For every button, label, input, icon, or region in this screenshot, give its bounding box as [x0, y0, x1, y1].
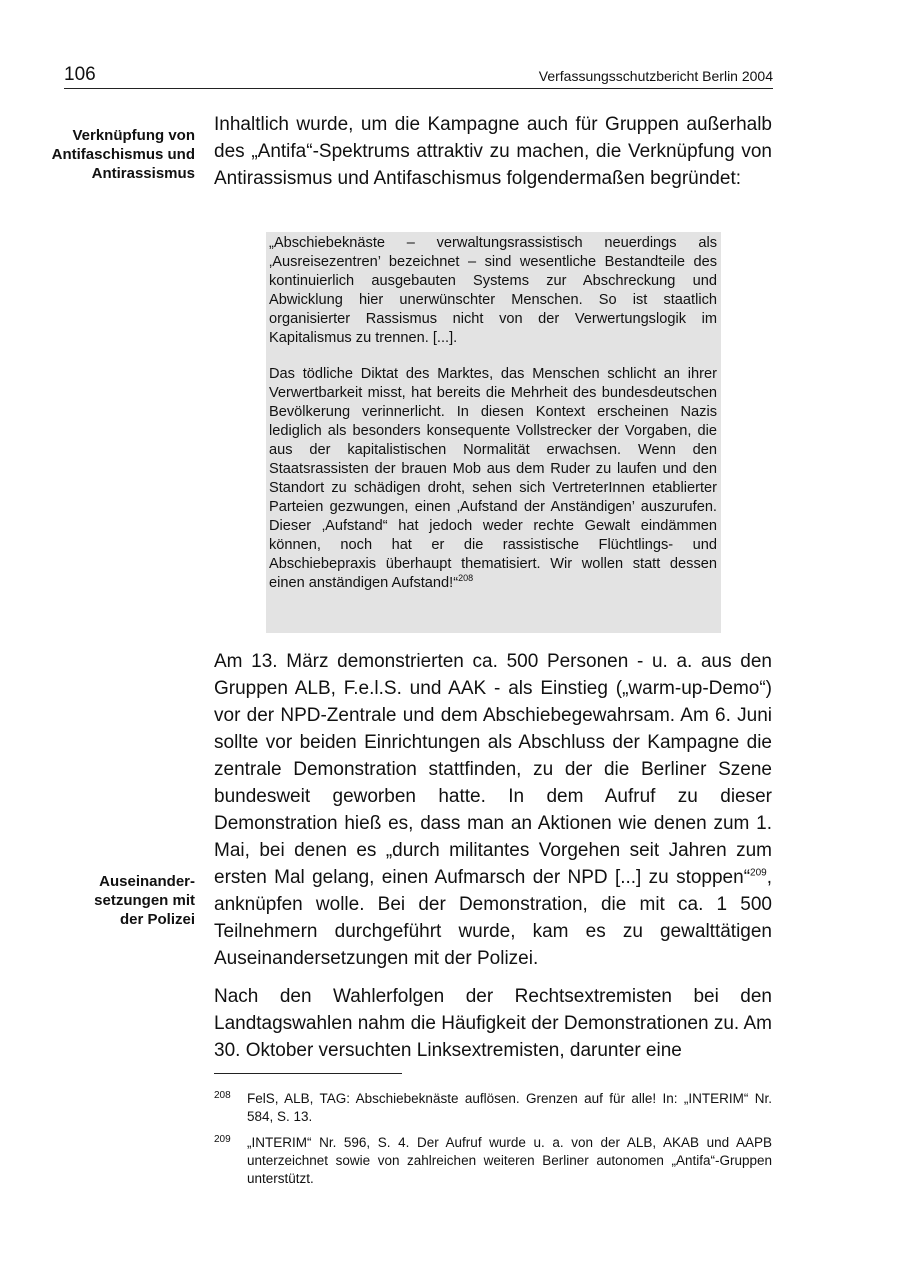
paragraph-text: , anknüpfen wolle. Bei der Demonstration, die mit ca. 1 500 Teilnehmern durchgeführt wurde, kam es zu gewalttätigen Auseinandersetzungen mit der Polizei.	[214, 867, 772, 969]
footnote-209	[214, 1134, 772, 1188]
page-header	[64, 62, 773, 89]
margin-note-line: setzungen mit	[94, 892, 195, 909]
margin-note-line: Verknüpfung von	[72, 127, 195, 144]
margin-note-line: Antirassismus	[91, 165, 195, 182]
running-title: Verfassungsschutzbericht Berlin 2004	[538, 68, 773, 84]
margin-note-polizei	[15, 872, 195, 929]
quote-paragraph-text: Das tödliche Diktat des Marktes, das Menschen schlicht an ihrer Verwertbarkeit misst, hat bereits die Mehrheit des bundesdeutschen Bevölkerung verinnerlicht. In diesen Kontext erscheinen Nazis lediglich als besonders konsequente Vollstrecker der Vorgaben, die aus der kapitalistischen Normalität erwachsen. Wenn den Staatsrassisten der brauen Mob aus dem Ruder zu laufen und den Standort zu schädigen droht, sehen sich VertreterInnen etablierter Parteien gezwungen, einen ‚Aufstand der Anständigen’ auszurufen. Dieser ‚Aufstand“ hat jedoch weder rechte Gewalt eindämmen können, noch hat er die rassistische Flüchtlings- und Abschiebepraxis überhaupt thematisiert. Wir wollen statt dessen einen anständigen Aufstand!“	[269, 366, 717, 591]
footnote-208	[214, 1090, 772, 1126]
paragraph-text: Am 13. März demonstrierten ca. 500 Personen - u. a. aus den Gruppen ALB, F.e.l.S. und AAK - als Einstieg („warm-up-Demo“) vor der NPD-Zentrale und dem Abschiebegewahrsam. Am 6. Juni sollte vor beiden Einrichtungen als Abschluss der Kampagne die zentrale Demonstration stattfinden, zu der die Berliner Szene bundesweit geworben hatte. In dem Aufruf zu dieser Demonstration hieß es, dass man an Aktionen wie denen zum 1. Mai, bei denen es „durch militantes Vorgehen seit Jahren zum ersten Mal gelang, einen Aufmarsch der NPD [...] zu stoppen“	[214, 651, 772, 888]
block-quote	[266, 232, 721, 633]
margin-note-antifaschismus	[15, 126, 195, 183]
footnote-number: 209	[214, 1134, 231, 1145]
body-paragraph-demonstrations	[214, 648, 772, 972]
footnote-text: FelS, ALB, TAG: Abschiebeknäste auflösen. Grenzen auf für alle! In: „INTERIM“ Nr. 584, S. 13.	[247, 1091, 772, 1124]
margin-note-line: der Polizei	[119, 911, 195, 928]
body-paragraph-wahlerfolge: Nach den Wahlerfolgen der Rechtsextremisten bei den Landtagswahlen nahm die Häufigkeit der Demonstrationen zu. Am 30. Oktober versuchten Linksextremisten, darunter eine	[214, 986, 772, 1061]
footnote-divider	[214, 1073, 402, 1074]
footnote-text: „INTERIM“ Nr. 596, S. 4. Der Aufruf wurde u. a. von der ALB, AKAB und AAPB unterzeichnet sowie von zahlreichen weiteren Berliner autonomen „Antifa“-Gruppen unterstützt.	[247, 1135, 772, 1186]
margin-note-line: Antifaschismus und	[51, 146, 195, 163]
margin-note-line: Auseinander-	[99, 873, 195, 890]
footnote-reference[interactable]: 208	[458, 573, 474, 584]
quote-paragraph: „Abschiebeknäste – verwaltungsrassistisch neuerdings als ‚Ausreisezentren’ bezeichnet – sind wesentliche Bestandteile des kontinuierlich ausgebauten Systems zur Abschreckung und Abwicklung hier unerwünschter Menschen. So ist staatlich organisierter Rassismus nicht von der Verwertungslogik im Kapitalismus zu trennen. [...].	[269, 235, 717, 346]
intro-paragraph: Inhaltlich wurde, um die Kampagne auch für Gruppen außerhalb des „Antifa“-Spektrums attraktiv zu machen, die Verknüpfung von Antirassismus und Antifaschismus folgendermaßen begründet:	[214, 114, 772, 189]
footnote-number: 208	[214, 1090, 231, 1101]
quote-paragraph	[266, 365, 721, 593]
footnote-reference[interactable]: 209	[750, 867, 767, 879]
page-number: 106	[64, 64, 96, 85]
